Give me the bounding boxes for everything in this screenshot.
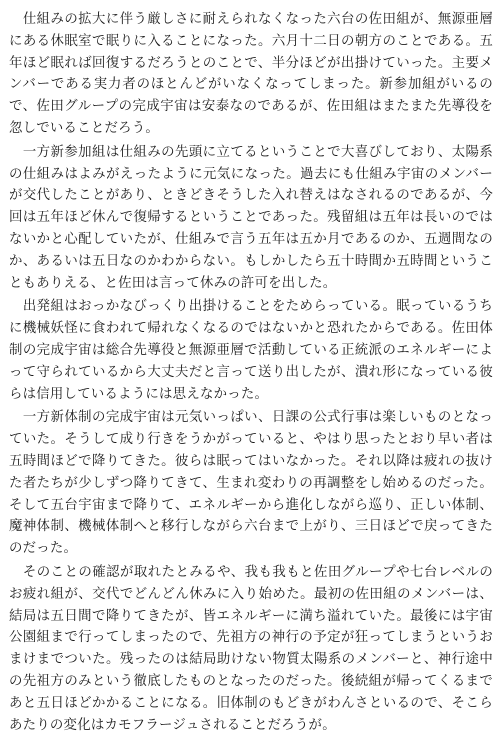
paragraph-5: そのことの確認が取れたとみるや、我も我もと佐田グループや七台レベルのお疲れ組が、交代でどんどん休みに入り始めた。最初の佐田組のメンバーは、結局は五日間で降りてきたが、皆エネルギーに満ち溢れていた。最後には宇宙公園組まで行ってしまったので、先祖方の神行の予定が狂ってしまうというおまけまでついた。残ったのは結局助けない物質太陽系のメンバーと、神行途中の先祖方のみという徹底したものとなったのだった。後続組が帰ってくるまであと五日ほどかかることになる。旧体制のもどきがわんさといるので、そこらあたりの変化はカモフラージュされることだろうが。 bbox=[9, 564, 493, 733]
document-page bbox=[9, 9, 493, 738]
paragraph-2: 一方新参加組は仕組みの先頭に立てるということで大喜びしており、太陽系の仕組みはよみがえったように元気になった。過去にも仕組み宇宙のメンバーが交代したことがあり、ときどきそうした入れ替えはなされるのであるが、今回は五年ほど休んで復帰するということであった。残留組は五年は長いのではないかと心配していたが、仕組みで言う五年は五か月であるのか、五週間なのか、あるいは五日なのかわからない。もしかしたら五十時間か五時間ということもありえる、と佐田は言って休みの許可を出した。 bbox=[9, 144, 493, 291]
paragraph-4: 一方新体制の完成宇宙は元気いっぱい、日課の公式行事は楽しいものとなっていた。そうして成り行きをうかがっていると、やはり思ったとおり早い者は五時間ほどで降りてきた。彼らは眠ってはいなかった。それ以降は疲れの抜けた者たちが少しずつ降りてきて、生まれ変わりの再調整をし始めるのだった。そして五台宇宙まで降りて、エネルギーから進化しながら巡り、正しい体制、魔神体制、機械体制へと移行しながら六台まで上がり、三日ほどで戻ってきたのだった。 bbox=[9, 410, 493, 557]
paragraph-3: 出発組はおっかなびっくり出掛けることをためらっている。眠っているうちに機械妖怪に食われて帰れなくなるのではないかと恐れたからである。佐田体制の完成宇宙は総合先導役と無源亜層で活動している正統派のエネルギーによって守られているから大丈夫だと言って送り出したが、潰れ形になっている彼らは信用しているようには思えなかった。 bbox=[9, 299, 493, 402]
paragraph-1: 仕組みの拡大に伴う厳しさに耐えられなくなった六台の佐田組が、無源亜層にある休眠室で眠りに入ることになった。六月十二日の朝方のことである。五年ほど眠れば回復するだろうとのことで、半分ほどが出掛けていった。主要メンバーである実力者のほとんどがいなくなってしまった。新参加組がいるので、佐田グループの完成宇宙は安泰なのであるが、佐田組はまたまた先導役を忽しでいることだろう。 bbox=[9, 12, 493, 136]
